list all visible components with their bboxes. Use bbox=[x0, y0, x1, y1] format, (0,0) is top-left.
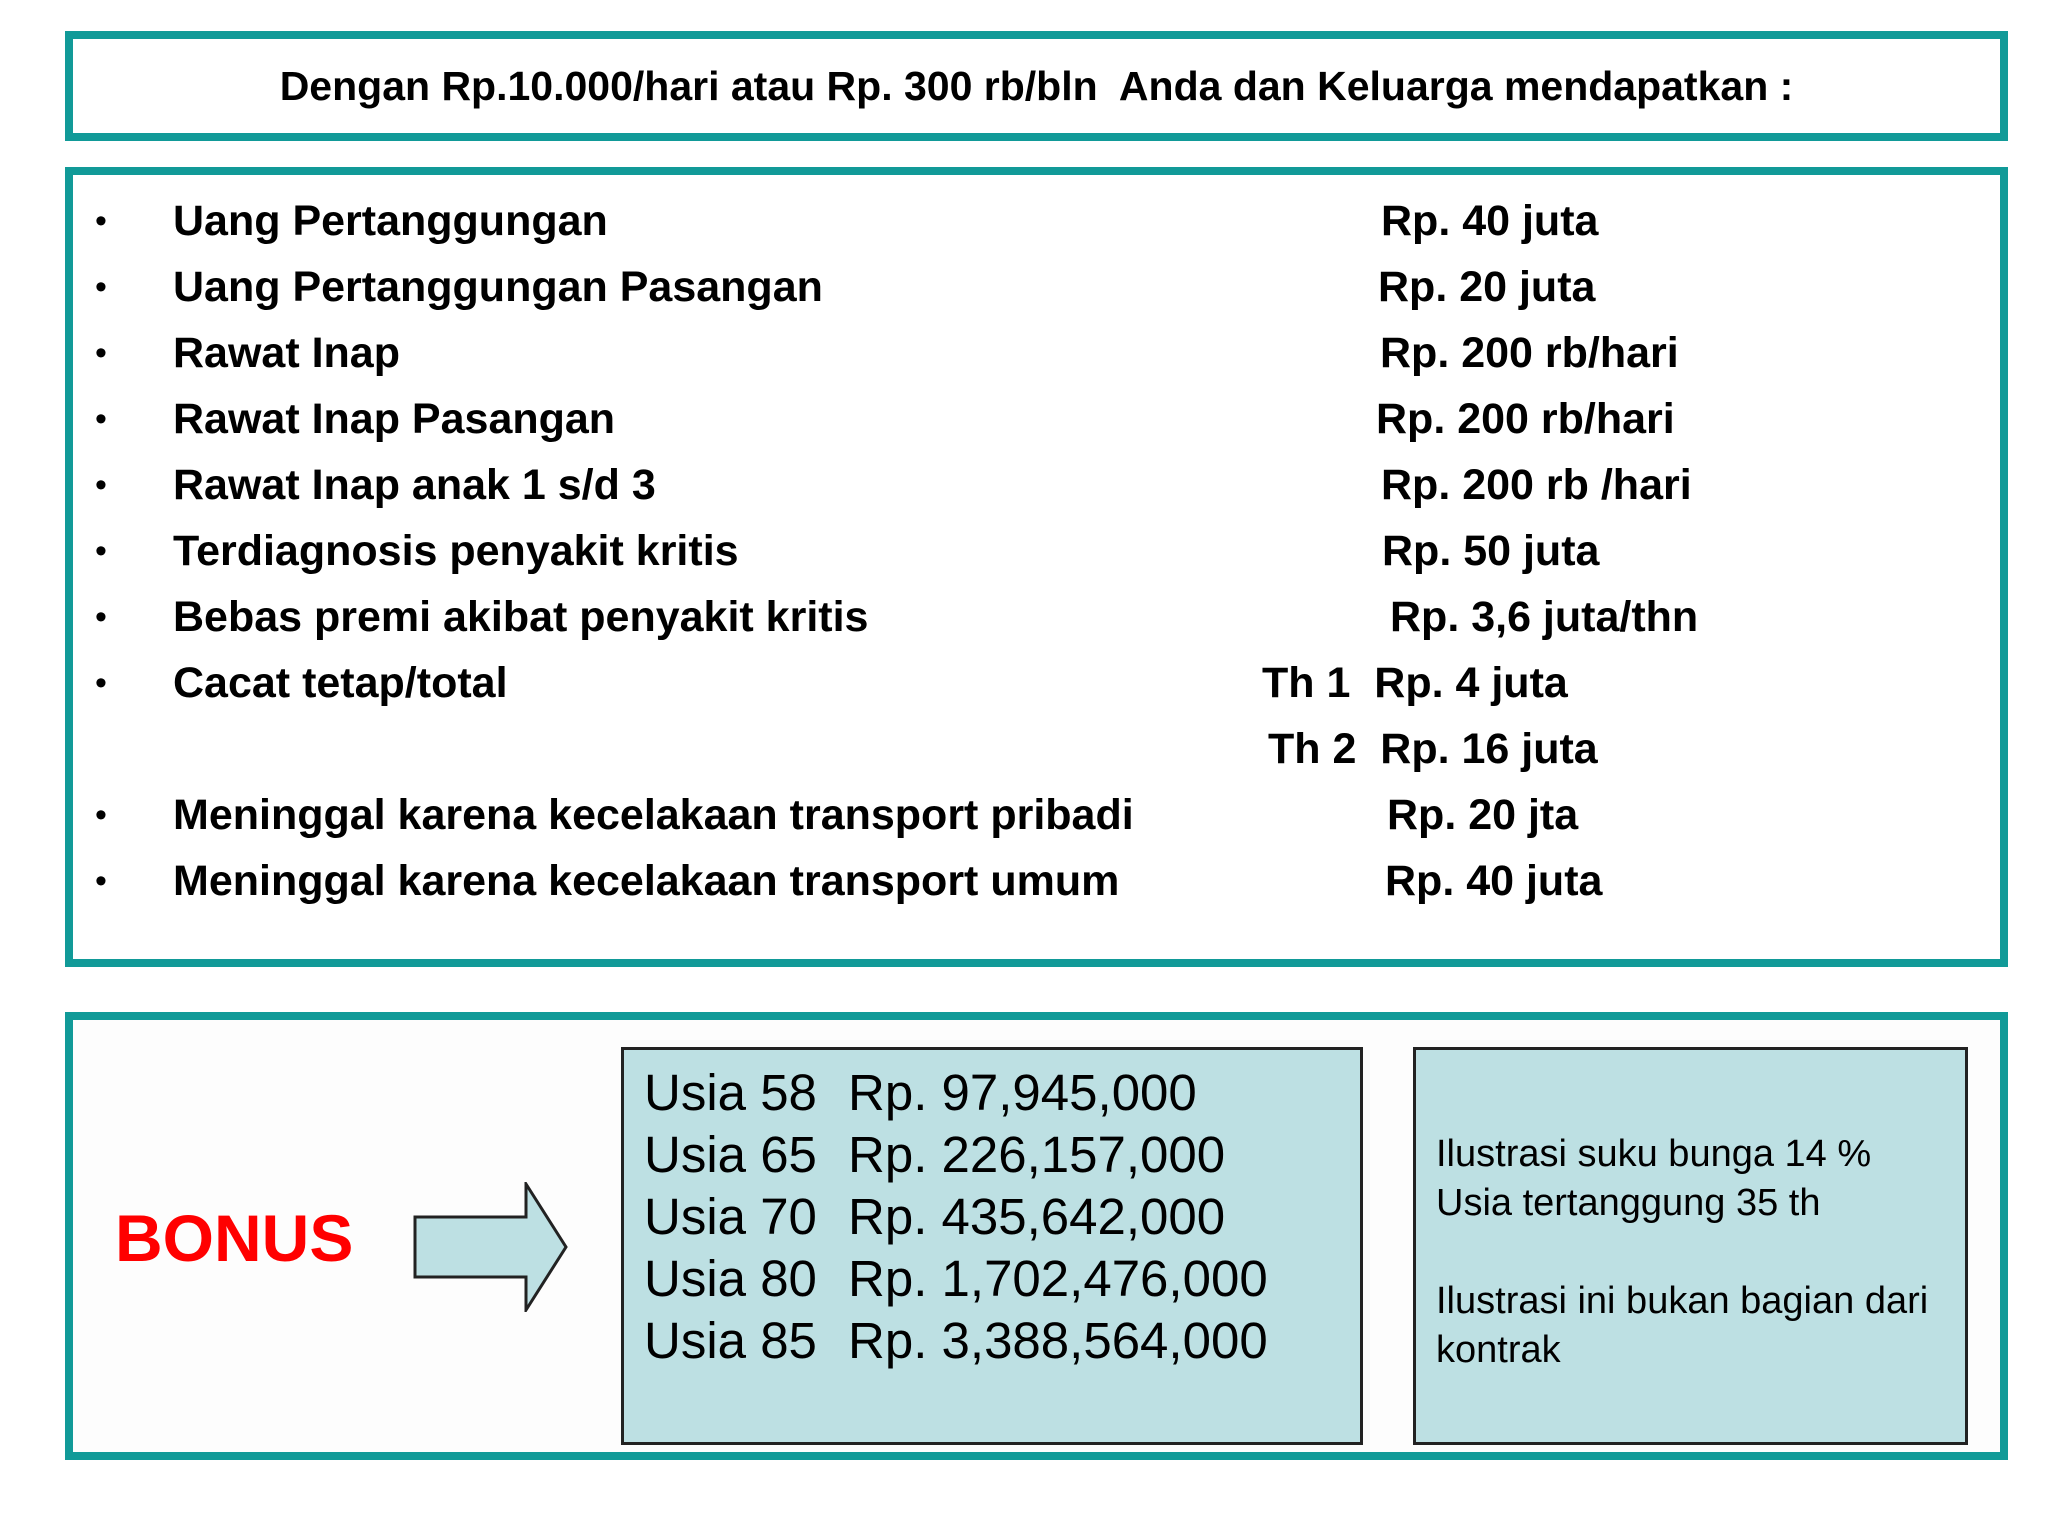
bonus-row bbox=[644, 1248, 1360, 1310]
benefits-list bbox=[65, 167, 2008, 967]
benefit-row bbox=[73, 521, 2000, 581]
benefit-row bbox=[73, 257, 2000, 317]
benefit-value: Rp. 200 rb /hari bbox=[1381, 461, 1692, 509]
bonus-section bbox=[65, 1012, 2008, 1460]
right-arrow-icon bbox=[413, 1182, 568, 1312]
bullet-icon: • bbox=[95, 664, 107, 702]
benefit-row bbox=[73, 587, 2000, 647]
bonus-label: BONUS bbox=[115, 1201, 354, 1275]
benefit-label: Rawat Inap Pasangan bbox=[173, 395, 616, 443]
benefit-value: Th 1 Rp. 4 juta bbox=[1262, 659, 1568, 707]
bonus-amounts-panel bbox=[621, 1047, 1363, 1445]
benefit-value: Rp. 200 rb/hari bbox=[1376, 395, 1675, 443]
benefit-value: Th 2 Rp. 16 juta bbox=[1268, 725, 1598, 773]
note-line: Usia tertanggung 35 th bbox=[1436, 1182, 1821, 1224]
benefit-label: Rawat Inap anak 1 s/d 3 bbox=[173, 461, 656, 509]
age-label: Usia 58 bbox=[644, 1064, 817, 1121]
benefit-label: Cacat tetap/total bbox=[173, 659, 508, 707]
benefit-row bbox=[73, 785, 2000, 845]
benefit-value: Rp. 40 juta bbox=[1381, 197, 1599, 245]
benefit-value: Rp. 3,6 juta/thn bbox=[1390, 593, 1699, 641]
benefit-label: Rawat Inap bbox=[173, 329, 400, 377]
benefit-label: Bebas premi akibat penyakit kritis bbox=[173, 593, 869, 641]
bullet-icon: • bbox=[95, 268, 107, 306]
illustration-note-panel bbox=[1413, 1047, 1968, 1445]
note-spacer bbox=[1436, 1228, 1965, 1277]
age-label: Usia 65 bbox=[644, 1126, 817, 1183]
header-box bbox=[65, 31, 2008, 141]
bullet-icon: • bbox=[95, 862, 107, 900]
age-label: Usia 80 bbox=[644, 1250, 817, 1307]
benefit-value: Rp. 50 juta bbox=[1382, 527, 1600, 575]
benefit-value: Rp. 20 jta bbox=[1387, 791, 1579, 839]
bonus-row bbox=[644, 1062, 1360, 1124]
benefit-row bbox=[73, 191, 2000, 251]
note-line: Ilustrasi ini bukan bagian dari bbox=[1436, 1280, 1929, 1322]
bullet-icon: • bbox=[95, 466, 107, 504]
age-amount: Rp. 97,945,000 bbox=[848, 1064, 1197, 1121]
note-line: Ilustrasi suku bunga 14 % bbox=[1436, 1133, 1872, 1175]
bullet-icon: • bbox=[95, 532, 107, 570]
benefit-value: Rp. 200 rb/hari bbox=[1380, 329, 1679, 377]
benefit-label: Uang Pertanggungan bbox=[173, 197, 608, 245]
benefit-row bbox=[73, 323, 2000, 383]
bonus-row bbox=[644, 1310, 1360, 1372]
benefit-row bbox=[73, 653, 2000, 713]
age-amount: Rp. 435,642,000 bbox=[848, 1188, 1226, 1245]
benefit-value: Rp. 40 juta bbox=[1385, 857, 1603, 905]
benefit-row bbox=[73, 719, 2000, 779]
bullet-icon: • bbox=[95, 796, 107, 834]
age-amount: Rp. 226,157,000 bbox=[848, 1126, 1226, 1183]
bullet-icon: • bbox=[95, 334, 107, 372]
benefit-label: Meninggal karena kecelakaan transport pribadi bbox=[173, 791, 1134, 839]
bullet-icon: • bbox=[95, 598, 107, 636]
age-label: Usia 70 bbox=[644, 1188, 817, 1245]
header-title: Dengan Rp.10.000/hari atau Rp. 300 rb/bln Anda dan Keluarga mendapatkan : bbox=[279, 62, 1794, 109]
age-amount: Rp. 1,702,476,000 bbox=[848, 1250, 1268, 1307]
benefit-label: Terdiagnosis penyakit kritis bbox=[173, 527, 739, 575]
bullet-icon: • bbox=[95, 400, 107, 438]
bonus-row bbox=[644, 1124, 1360, 1186]
benefit-value: Rp. 20 juta bbox=[1378, 263, 1596, 311]
bullet-icon: • bbox=[95, 202, 107, 240]
bonus-row bbox=[644, 1186, 1360, 1248]
benefit-row bbox=[73, 851, 2000, 911]
benefit-label: Meninggal karena kecelakaan transport umum bbox=[173, 857, 1120, 905]
age-label: Usia 85 bbox=[644, 1312, 817, 1369]
benefit-row bbox=[73, 389, 2000, 449]
benefit-row bbox=[73, 455, 2000, 515]
benefit-label: Uang Pertanggungan Pasangan bbox=[173, 263, 823, 311]
note-line: kontrak bbox=[1436, 1329, 1561, 1371]
age-amount: Rp. 3,388,564,000 bbox=[848, 1312, 1268, 1369]
